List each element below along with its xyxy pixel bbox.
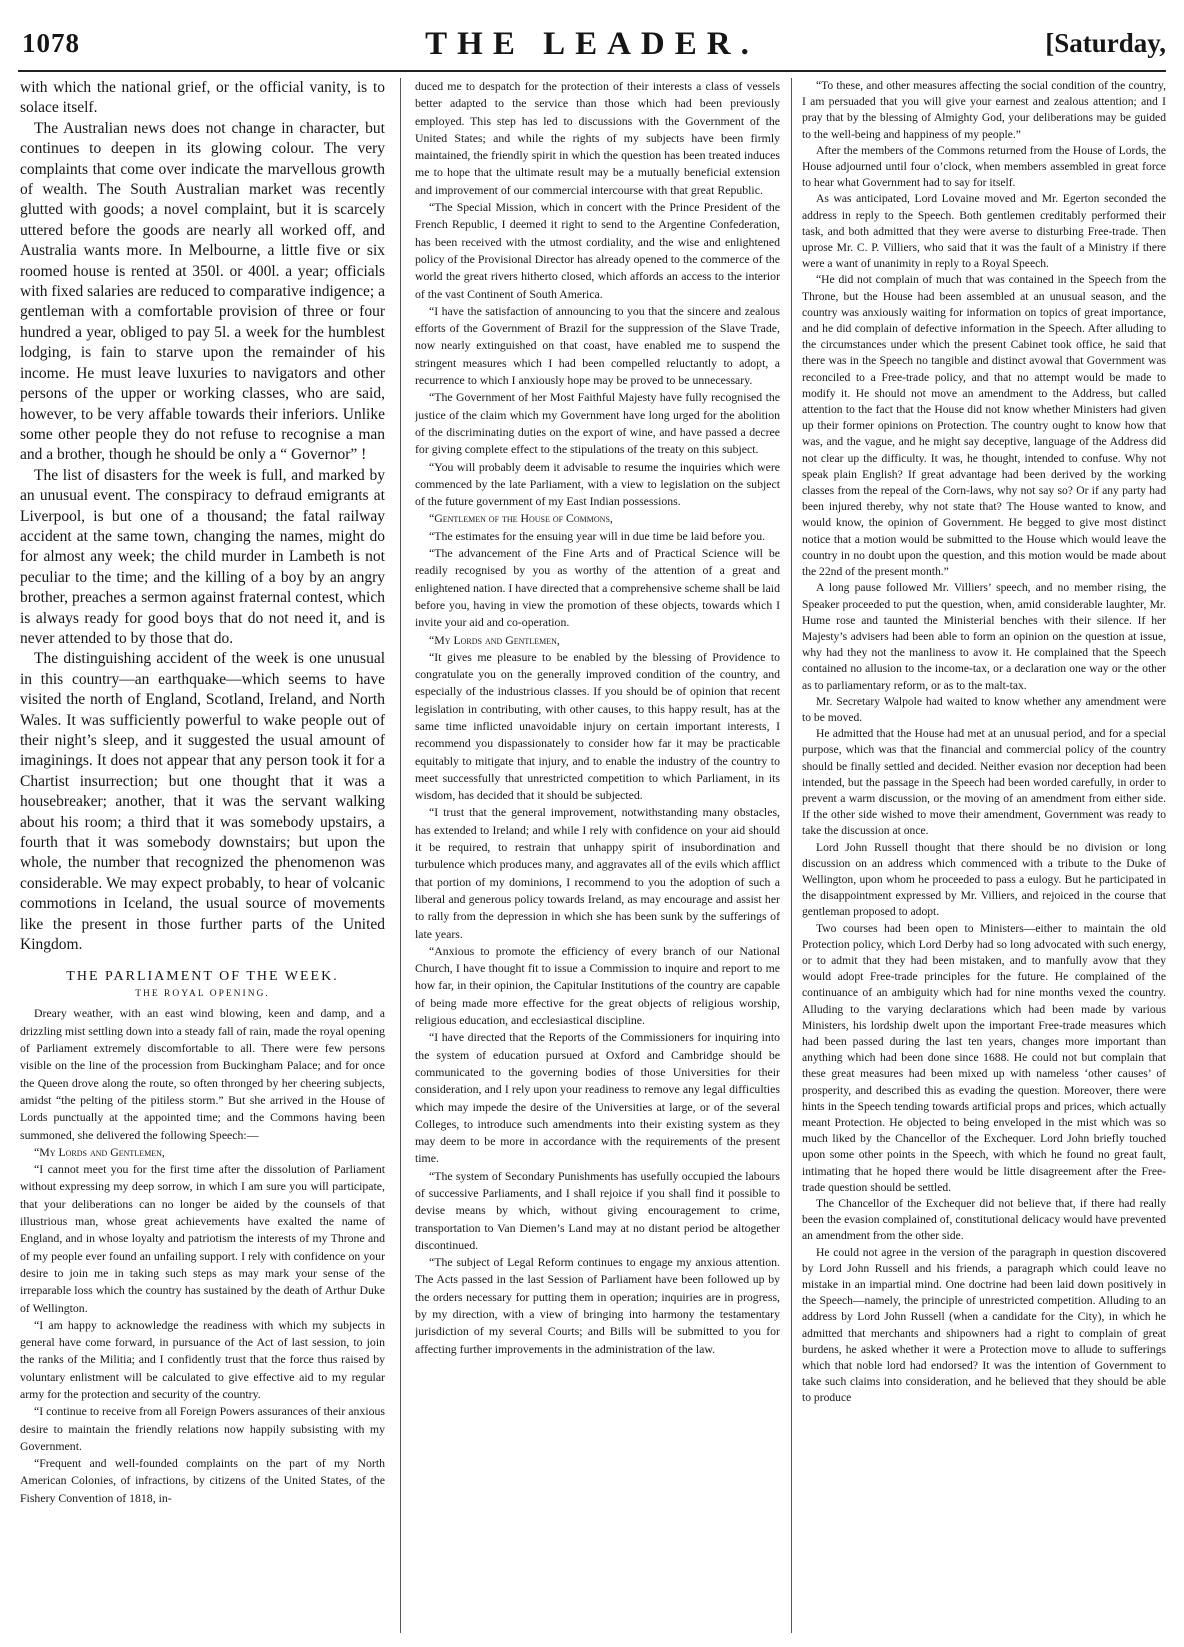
paragraph: “I have the satisfaction of announcing to you that the sincere and zealous efforts of the Government of Brazil for the suppression of the Slave Trade, now nearly extinguished on that coast, have enabled me to suspend the stringent measures which I had been compelled reluctantly to adopt, a recurrence to which I anxiously hope may be proved to be unnecessary. [415,303,780,388]
column-3 [802,78,1166,1638]
speech-salutation: “My Lords and Gentlemen, [34,1144,165,1159]
paragraph: “Anxious to promote the efficiency of every branch of our National Church, I have thought fit to issue a Commission to inquire and report to me how far, in their opinion, the Capitular Institutions of the country are capable of being made more effective for the great objects of religious worship, religious education, and ecclesiastical discipline. [415,943,780,1028]
paragraph: The Australian news does not change in character, but continues to deepen in its glowing colour. The very complaints that come over indicate the marvellous growth of wealth. The South Australian market was recently glutted with goods; a novel complaint, but it is scarcely uttered before the goods are nearly all worked off, and Australia wants more. In Melbourne, a little five or six roomed house is rented at 350l. or 400l. a year; officials with fixed salaries are reduced to comparative indigence; a gentleman with a comfortable provision of three or four hundred a year, obliged to pay 5l. a week for the humblest lodging, is fain to starve upon the remainder of his income. He must leave luxuries to navigators and other persons of the upper or working classes, who are said, however, to be very affable towards their inferiors. Unlike some other people they do not refuse to recognise a man and a brother, though he should be only a “ Governor” ! [20,119,385,464]
paragraph: He admitted that the House had met at an unusual period, and for a special purpose, which was that the financial and commercial policy of the country should be finally settled and decided. Neither evasion nor deception had been intended, but the passage in the Speech had been worded carefully, in order to prevent a warm discussion, or the moving of an amendment from either side. If the other side wished to move their amendment, Government was ready to take the discussion at once. [802,727,1166,838]
report-text [20,1005,385,1507]
paragraph: He could not agree in the version of the paragraph in question discovered by Lord John Russell and his friends, a paragraph which could leave no mistake in an impartial mind. One doctrine had been laid down positively in the Speech—namely, the principle of unrestricted competition. Alluding to an address by Lord John Russell (when a candidate for the City), in which he admitted that merchants and shipowners had a right to complain of great burdens, he asked whether it were a Protection move to allude to sufferings which that noble lord had endorsed? It was the intention of Government to take such claims into consideration, and he believed that they should be able to produce [802,1245,1166,1405]
paragraph: Two courses had been open to Ministers—either to maintain the old Protection policy, which Lord Derby had so long advocated with such energy, or to admit that they had been mistaken, and to manfully avow that they would adopt Free-trade principles for the future. He complained of the continuance of an ambiguity which had for nine months vexed the country. Alluding to the varying declarations which had been made by various Ministers, his lordship dwelt upon the important Free-trade measures which had been passed during the last ten years, changes more important than anything which had been done since 1688. He could not but complain that these great measures had been mixed up with nameless ‘other causes’ of prosperity, and described this as evading the question. Moreover, there were hints in the Speech tending towards artificial props and prices, which actually meant Protection. He objected to being enveloped in the mist which was so much liked by the Chancellor of the Exchequer. Lord John briefly touched upon some other points in the Speech, with which he found no great fault, intimating that he hoped there would be little disagreement after the Free-trade question should be settled. [802,921,1166,1194]
paragraph: “I have directed that the Reports of the Commissioners for inquiring into the system of education pursued at Oxford and Cambridge should be communicated to the governing bodies of those Universities for their consideration, and I rely upon your readiness to remove any legal difficulties which may impede the desire of the Universities at large, or of the several Colleges, to introduce such amendments into their existing system as they may deem to be more in accordance with the requirements of the present time. [415,1030,780,1166]
column-divider [400,78,401,1633]
paragraph: “He did not complain of much that was contained in the Speech from the Throne, but the House had been assembled at an unusual season, and the country was anxiously waiting for information on topics of great importance, and he did complain of defective information in the Speech. After alluding to the circumstances under which the present Cabinet took office, he said that there was in the Speech no tangible and distinct avowal that Government was reconciled to a Free-trade policy, and that no attempt would be made to modify it. He should not move an amendment to the Address, but called attention to the fact that the House did not know whether Ministers had given up their former opinions on Protection. The country ought to know how that was, and the vague, and he might say deceptive, language of the Address did not clear up the difficulty. It was, he thought, intended to confuse. Why not speak plain English? If great advantage had been derived by the working classes from the repeal of the Corn-laws, why not say so? Or if any party had been injured thereby, why not state that? The House wanted to know, and would know, the opinion of Government. He begged to give most distinct notice that a motion would be submitted to the House which would leave the country in no doubt upon the question, and this motion would be made about the 22nd of the present month.” [802,273,1166,579]
speech-text [415,78,780,1358]
editorial-text [20,78,385,955]
paragraph: A long pause followed Mr. Villiers’ speech, and no member rising, the Speaker proceeded to put the question, when, amid considerable laughter, Mr. Hume rose and taunted the Ministerial benches with their silence. If her Majesty’s advisers had been able to form an opinion on the question at issue, why had they not the manliness to avow it. He complained that the Speech contained no allusion to the income-tax, or a declaration one way or the other as to parliamentary reform, or as to the malt-tax. [802,581,1166,692]
paragraph: duced me to despatch for the protection of their interests a class of vessels better adapted to the service than those which had been previously employed. This step has led to discussions with the Government of the United States; and while the rights of my subjects have been firmly maintained, the friendly spirit in which the question has been treated induces me to hope that the ultimate result may be a mutually beneficial extension and improvement of our commercial intercourse with that great Republic. [415,79,780,197]
page-number: 1078 [22,28,80,58]
paragraph: “I cannot meet you for the first time after the dissolution of Parliament without expressing my deep sorrow, in which I am sure you will participate, that your deliberations can no longer be aided by the counsels of that illustrious man, whose great achievements have exalted the name of England, and in whose loyalty and patriotism the interests of my Throne and of my people ever found an unfailing support. I rely with confidence on your desire to join me in taking such steps as may mark your sense of the irreparable loss which the country has sustained by the death of Arthur Duke of Wellington. [20,1162,385,1315]
paragraph: with which the national grief, or the official vanity, is to solace itself. [20,79,385,117]
paragraph: “I continue to receive from all Foreign Powers assurances of their anxious desire to maintain the friendly relations now happily subsisting with my Government. [20,1404,385,1453]
paragraph: The list of disasters for the week is full, and marked by an unusual event. The conspiracy to defraud emigrants at Liverpool, is but one of a thousand; the fatal railway accident at the same town, changing the names, might do for almost any week; the child murder in Lambeth is not peculiar to the time; and the killing of a boy by an angry brother, preaches a sermon against fraternal contest, which is always ready for good boys that do not need it, and is never attended to by those that do. [20,466,385,647]
section-subheading: THE ROYAL OPENING. [135,989,270,1000]
paragraph: Mr. Secretary Walpole had waited to know whether any amendment were to be moved. [802,694,1166,724]
header-rule [18,70,1166,72]
column-2 [415,78,780,1638]
paragraph: “You will probably deem it advisable to resume the inquiries which were commenced by the late Parliament, with a view to legislation on the subject of the future government of my East Indian possessions. [415,459,780,509]
paragraph: “The subject of Legal Reform continues to engage my anxious attention. The Acts passed in the last Session of Parliament have been followed up by the orders necessary for putting them in operation; inquiries are in progress, by my direction, with a view of bringing into harmony the testamentary jurisdiction of my several Courts; and Bills will be submitted to you for affecting further improvements in the administration of the law. [415,1255,780,1356]
column-divider [791,78,792,1633]
paragraph: “The Government of her Most Faithful Majesty have fully recognised the justice of the claim which my Government have long urged for the abolition of the discriminating duties on the export of wine, and have passed a decree for giving complete effect to the stipulations of the treaty on this subject. [415,390,780,457]
paragraph: Lord John Russell thought that there should be no division or long discussion on an address which commenced with a tribute to the Duke of Wellington, upon whom he proceeded to pass a eulogy. But he participated in the disappointment expressed by Mr. Villiers, and rejoiced in the course that gentleman proposed to adopt. [802,840,1166,919]
speech-salutation: “Gentlemen of the House of Commons, [429,511,613,526]
paragraph: The distinguishing accident of the week is one unusual in this country—an earthquake—which seems to have visited the north of England, Scotland, Ireland, and North Wales. It was sufficiently powerful to wake people out of their night’s sleep, and it suggested the usual amount of imaginings. It does not appear that any person took it for a Chartist insurrection; but one thought that it was a housebreaker; another, that it was the servant walking about his room; a third that it was somebody upstairs, a fourth that it was somebody downstairs; but upon the whole, the number that recognized the phenomenon was considerable. We may expect probably, to hear of volcanic commotions in Iceland, the usual source of movements like the present in those further parts of the United Kingdom. [20,650,385,954]
masthead: THE LEADER. [425,26,759,62]
section-heading: THE PARLIAMENT OF THE WEEK. [66,969,339,985]
paragraph: As was anticipated, Lord Lovaine moved and Mr. Egerton seconded the address in reply to the Speech. Both gentlemen creditably performed their task, and both admitted that they were averse to disturbing Free-trade. Then uprose Mr. C. P. Villiers, who said that it was the fault of a Ministry if there were a want of unanimity in reply to a Royal Speech. [802,192,1166,271]
debate-text [802,78,1166,1407]
paragraph: “Frequent and well-founded complaints on the part of my North American Colonies, of infractions, by citizens of the United States, of the Fishery Convention of 1818, in- [20,1456,385,1505]
page-header [18,22,1166,70]
paragraph: After the members of the Commons returned from the House of Lords, the House adjourned until four o’clock, when members assembled in great force to hear what Government had to say for itself. [802,143,1166,190]
paragraph: “The Special Mission, which in concert with the Prince President of the French Republic, I deemed it right to send to the Argentine Confederation, has been received with the utmost cordiality, and the wise and enlightened policy of the Provisional Director has already opened to the commerce of the world the great rivers hitherto closed, which affords an access to the interior of the vast Continent of South America. [415,200,780,301]
header-day: [Saturday, [1045,28,1166,58]
paragraph: The Chancellor of the Exchequer did not believe that, if there had really been the evasion complained of, constitutional delicacy would have prevented an amendment from the other side. [802,1197,1166,1243]
column-1 [20,78,385,1638]
paragraph: “It gives me pleasure to be enabled by the blessing of Providence to congratulate you on the generally improved condition of the country, and especially of the industrious classes. If you should be of opinion that recent legislation in contributing, with other causes, to this happy result, has at the same time inflicted unavoidable injury on certain important interests, I recommend you dispassionately to consider how far it may be practicable equitably to mitigate that injury, and to enable the industry of the country to meet successfully that unrestricted competition to which Parliament, in its wisdom, has decided that it should be subjected. [415,649,780,803]
paragraph: “I trust that the general improvement, notwithstanding many obstacles, has extended to Ireland; and while I rely with confidence on your aid should it be required, to restrain that unhappy spirit of insubordination and turbulence which produces many, and aggravates all of the evils which afflict that portion of my dominions, I recommend to you the adoption of such a liberal and generous policy towards Ireland, as may encourage and assist her to rally from the depression in which she has been sunk by the sufferings of late years. [415,805,780,941]
paragraph: “The estimates for the ensuing year will in due time be laid before you. [429,528,766,543]
speech-salutation: “My Lords and Gentlemen, [429,632,560,647]
paragraph: “The advancement of the Fine Arts and of Practical Science will be readily recognised by you as worthy of the attention of a great and enlightened nation. I have directed that a comprehensive scheme shall be laid before you, having in view the promotion of these objects, towards which I invite your aid and co-operation. [415,546,780,630]
paragraph: Dreary weather, with an east wind blowing, keen and damp, and a drizzling mist settling down into a steady fall of rain, made the royal opening of Parliament extremely discomfortable to all. There were few persons visible on the line of the procession from Buckingham Palace; and for once the Queen drove along the route, so often thronged by her cheering subjects, amidst “the pelting of the pitiless storm.” But she arrived in the House of Lords punctually at the appointed time; and the Commons having been summoned, she delivered the following Speech:— [20,1006,385,1142]
paragraph: “The system of Secondary Punishments has usefully occupied the labours of successive Parliaments, and I shall rejoice if you shall find it possible to devise means by which, without giving encouragement to crime, transportation to Van Diemen’s Land may at no distant period be altogether discontinued. [415,1168,780,1252]
paragraph: “I am happy to acknowledge the readiness with which my subjects in general have come forward, in pursuance of the Act of last session, to join the ranks of the Militia; and I confidently trust that the force thus raised by voluntary enlistment will be calculated to give effective aid to my regular army for the protection and security of the country. [20,1317,385,1401]
paragraph: “To these, and other measures affecting the social condition of the country, I am persuaded that you will give your earnest and zealous attention; and I pray that by the blessing of Almighty God, your deliberations may be guided to the well-being and happiness of my people.” [802,79,1166,141]
